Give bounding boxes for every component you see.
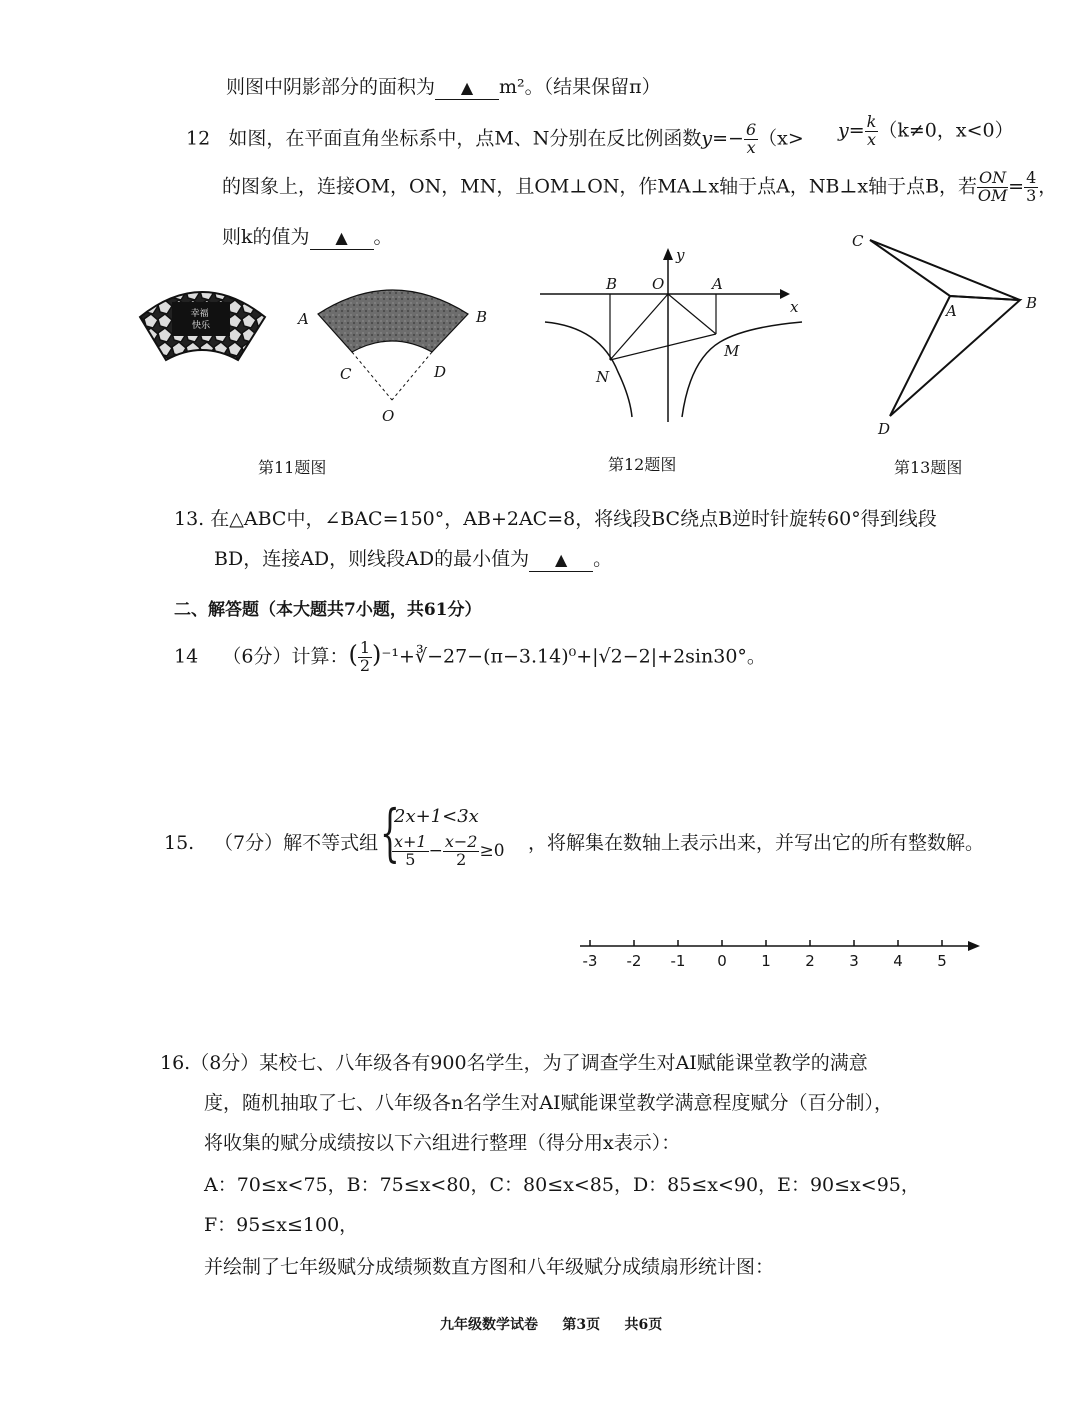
footer-title: 九年级数学试卷 (440, 1317, 538, 1333)
q13-line1: 13. 在△ABC中，∠BAC=150°，AB+2AC=8，将线段BC绕点B逆时针旋转60°得到线段 (174, 508, 937, 530)
q12-line3: 则k的值为 ▲ 。 (222, 226, 393, 248)
q12-line1-text: 如图，在平面直角坐标系中，点M、N分别在反比例函数 (228, 127, 702, 150)
q16-line1: 16.（8分）某校七、八年级各有900名学生，为了调查学生对AI赋能课堂教学的满意 (160, 1052, 868, 1074)
footer-total: 共6页 (624, 1317, 663, 1333)
q14-fraction: $\frac{1}{2}$ (359, 638, 371, 675)
fig11-label-o: O (382, 407, 395, 425)
q16-line6: 并绘制了七年级赋分成绩频数直方图和八年级赋分成绩扇形统计图： (204, 1256, 775, 1278)
fig13-label-b: B (1026, 294, 1038, 312)
section2-title: 二、解答题（本大题共7小题，共61分） (174, 600, 482, 620)
number-line-label: -1 (670, 952, 686, 970)
number-line (570, 930, 990, 980)
fig13-label-d: D (878, 420, 891, 438)
fig12-caption: 第12题图 (608, 455, 677, 474)
figure-12 (540, 242, 810, 432)
q14-number: 14 (174, 645, 199, 668)
fig11-caption: 第11题图 (258, 458, 327, 477)
fig13-label-c: C (852, 232, 864, 250)
q15-text-pre: （7分）解不等式组 (214, 832, 379, 854)
q16-line5: F：95≤x≤100， (204, 1214, 359, 1236)
f1-cond: （x> (758, 127, 804, 150)
q13-line2: BD，连接AD，则线段AD的最小值为 ▲ 。 (214, 548, 613, 570)
answer-blank: ▲ (435, 76, 499, 100)
f1-left: y=− (701, 127, 744, 150)
q15-text-post: ，将解集在数轴上表示出来，并写出它的所有整数解。 (528, 832, 985, 854)
fig12-label-x: x (790, 298, 799, 316)
footer (440, 1314, 662, 1334)
footer-page: 第3页 (562, 1317, 601, 1333)
q14-expr: ⁻¹+∛−27−(π−3.14)⁰+|√2−2|+2sin30°。 (381, 645, 766, 668)
fig11-label-d: D (434, 363, 447, 381)
q12-line2 (222, 170, 1057, 205)
fig12-label-n: N (596, 368, 610, 386)
number-line-label: -3 (582, 952, 598, 970)
fig13-caption: 第13题图 (894, 458, 963, 477)
fig12-label-y: y (676, 246, 685, 264)
q11-tail-line (226, 76, 661, 100)
figure-13 (840, 228, 1050, 440)
ratio-eq: = (1008, 175, 1025, 198)
fan-inset-line-2: 快乐 (191, 321, 211, 331)
q16-line3: 将收集的赋分成绩按以下六组进行整理（得分用x表示）： (204, 1132, 681, 1154)
q12-line2-end: ， (1038, 175, 1058, 198)
q12-line2-text: 的图象上，连接OM，ON，MN，且OM⊥ON，作MA⊥x轴于点A，NB⊥x轴于点B，若 (222, 175, 978, 198)
q14-line: 14 （6分）计算：( $\frac{1}{2}$ )⁻¹+∛−27−(π−3.14)⁰+|√2−2|+2sin30°。 (174, 638, 766, 675)
q15-ineq1: 2x+1<3x (394, 806, 479, 827)
fig11-label-c: C (340, 365, 352, 383)
number-line-label: 3 (849, 952, 859, 970)
f2-cond: （k≠0，x<0） (878, 119, 1014, 142)
q15-number: 15. (164, 832, 195, 854)
f1-fraction: $\frac{6}{x}$ (745, 120, 757, 157)
q16-line2: 度，随机抽取了七、八年级各n名学生对AI赋能课堂教学满意程度赋分（百分制）， (204, 1092, 893, 1114)
number-line-label: 4 (893, 952, 903, 970)
number-line-label: 1 (761, 952, 771, 970)
q14-text: （6分）计算： (222, 645, 349, 668)
fig13-label-a: A (946, 302, 957, 320)
q13-line2-text: BD，连接AD，则线段AD的最小值为 (214, 548, 530, 570)
q12-func2 (838, 114, 1014, 149)
q15-ineq2: $\frac{x+1}{5}$ − $\frac{x-2}{2}$ ≥0 (394, 832, 505, 869)
ratio-left: $\frac{ON}{OM}$ (977, 168, 1008, 205)
fig11-label-a: A (298, 310, 309, 328)
q12-number: 12 (186, 127, 211, 150)
q11-unit: m²。（结果保留π） (499, 76, 661, 98)
q16-line4: A：70≤x<75，B：75≤x<80，C：80≤x<85，D：85≤x<90，E：90≤x<95， (204, 1174, 920, 1196)
number-line-label: 5 (937, 952, 947, 970)
answer-blank: ▲ (310, 226, 374, 250)
fig12-label-o: O (652, 275, 665, 293)
fan-inset-line-1: 幸福 (190, 309, 209, 319)
answer-blank: ▲ (529, 548, 593, 572)
q12-line1 (186, 122, 804, 157)
number-line-label: 0 (717, 952, 727, 970)
number-line-label: 2 (805, 952, 815, 970)
q11-tail-text: 则图中阴影部分的面积为 (226, 76, 436, 98)
q15-brace: { (380, 796, 400, 869)
ratio-right: $\frac{4}{3}$ (1026, 168, 1037, 205)
f2-left: y= (838, 119, 865, 142)
fig11-label-b: B (476, 308, 488, 326)
sector-shaded (318, 290, 468, 352)
fig12-label-a: A (712, 275, 723, 293)
f2-fraction: $\frac{k}{x}$ (866, 112, 877, 149)
fig12-label-b: B (606, 275, 618, 293)
figure-11 (130, 272, 500, 432)
number-line-label: -2 (626, 952, 642, 970)
fig12-label-m: M (724, 342, 740, 360)
q12-line3-text: 则k的值为 (222, 226, 310, 248)
